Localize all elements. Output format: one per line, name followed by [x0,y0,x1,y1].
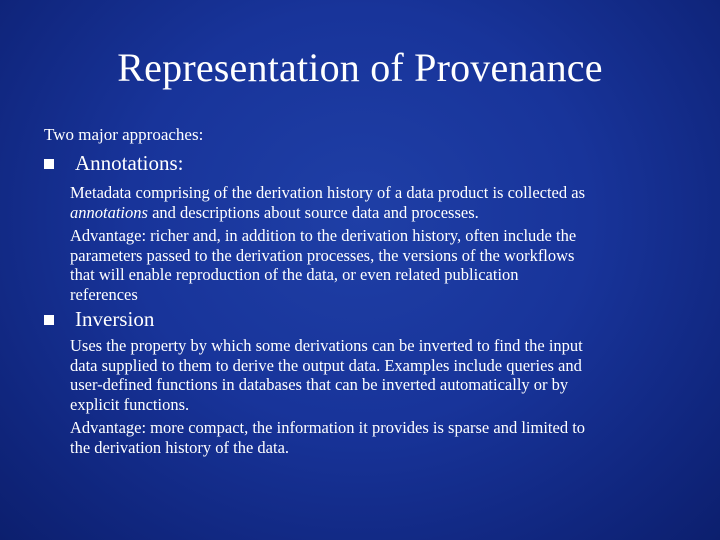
text-line: Metadata comprising of the derivation history of a data product is collected as [70,183,586,202]
text-line: Uses the property by which some derivations can be inverted to find the input [70,336,583,355]
text-line: explicit functions. [70,394,190,414]
text-line: Advantage: more compact, the information it provides is sparse and limited to [70,418,586,437]
inversion-description [70,336,690,414]
text-line: references [70,284,138,304]
annotations-advantage [70,226,690,304]
italic-term: annotations [70,202,148,222]
intro-text: Two major approaches: [44,125,204,144]
text-line: data supplied to them to derive the output data. Examples include queries and [70,355,582,375]
bullet-annotations [44,150,184,176]
text-run: and descriptions about source data and processes. [147,202,479,222]
bullet-label: Inversion [75,307,155,331]
square-bullet-icon [44,315,54,325]
square-bullet-icon [44,159,54,169]
text-line: parameters passed to the derivation processes, the versions of the workflows [70,245,575,265]
text-line: user-defined functions in databases that can be inverted automatically or by [70,375,569,394]
text-line: Advantage: richer and, in addition to the derivation history, often include the [70,226,577,245]
annotations-description [70,183,690,222]
inversion-advantage [70,418,690,457]
slide-title: Representation of Provenance [117,45,603,90]
text-line: that will enable reproduction of the data, or even related publication [70,265,519,284]
bullet-label: Annotations: [75,151,184,175]
bullet-inversion [44,306,154,332]
text-line: the derivation history of the data. [70,437,290,457]
text-line [70,203,690,223]
